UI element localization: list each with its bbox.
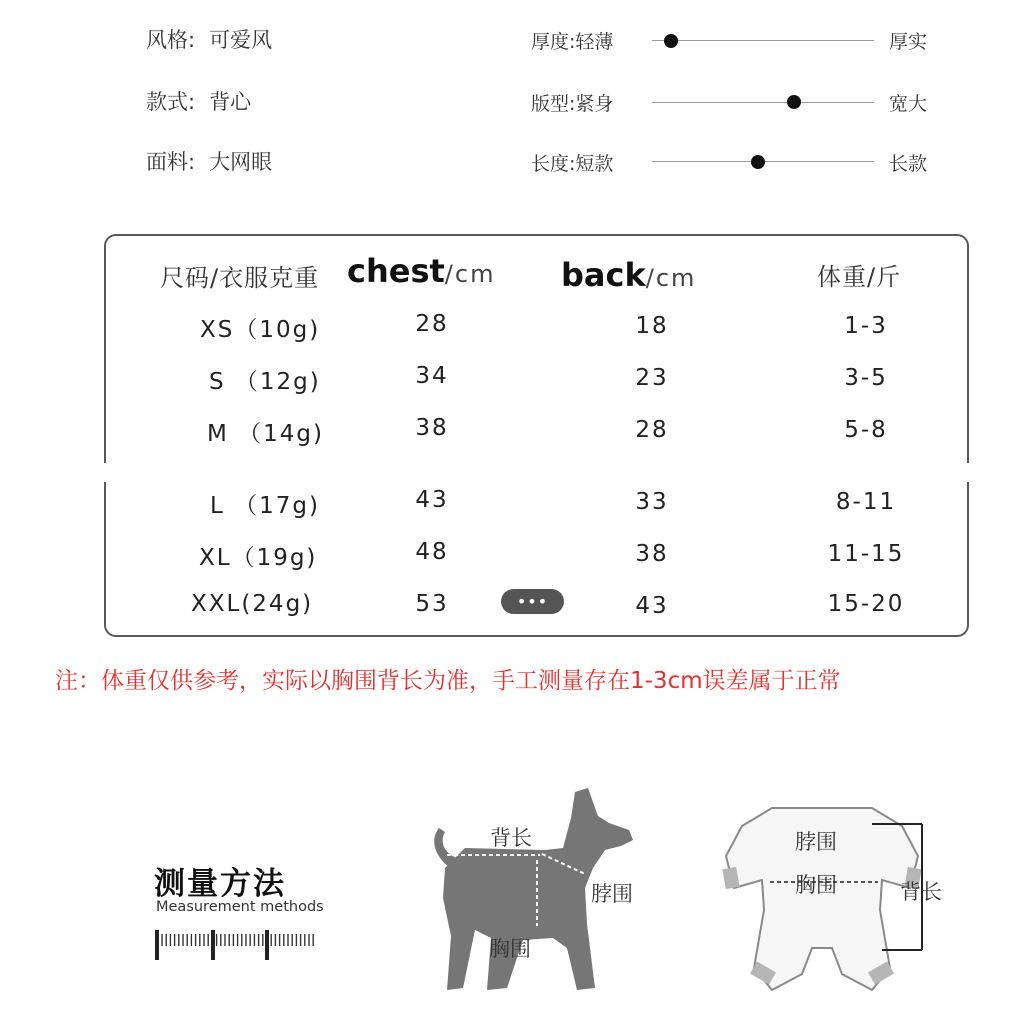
garment-back-length-label: 背长 xyxy=(900,880,942,904)
dog-neck-label: 脖围 xyxy=(591,882,633,906)
table-row-back: 38 xyxy=(635,541,669,567)
header-weight: 体重/斤 xyxy=(817,263,902,291)
measure-title: 测量方法 xyxy=(154,866,286,902)
table-row-weight: 8-11 xyxy=(835,489,897,515)
table-row-weight: 3-5 xyxy=(844,365,888,391)
garment-chest-label: 胸围 xyxy=(795,873,837,897)
dog-chest-label: 胸围 xyxy=(489,937,531,961)
fit-label: 版型:紧身 xyxy=(531,93,614,115)
thickness-label: 厚度:轻薄 xyxy=(531,31,614,53)
more-options-button[interactable]: ••• xyxy=(501,589,564,614)
attr-style-label: 风格: xyxy=(146,28,196,52)
garment-neck-label: 脖围 xyxy=(795,830,837,854)
table-row-size: XL（19g) xyxy=(199,545,318,571)
table-row-chest: 28 xyxy=(415,311,449,337)
table-row-weight: 1-3 xyxy=(844,313,888,339)
table-row-size: S （12g) xyxy=(209,369,321,395)
ruler-icon xyxy=(154,926,319,962)
table-row-size: M （14g) xyxy=(207,421,324,447)
table-row-chest: 53 xyxy=(415,591,449,617)
fit-right: 宽大 xyxy=(889,93,928,115)
length-knob xyxy=(751,155,765,169)
table-row-back: 23 xyxy=(635,365,669,391)
attr-cut-value: 背心 xyxy=(209,90,252,114)
size-note: 注：体重仅供参考，实际以胸围背长为准，手工测量存在1-3cm误差属于正常 xyxy=(55,668,841,694)
attr-fabric-value: 大网眼 xyxy=(209,150,273,174)
attr-fabric xyxy=(146,146,272,176)
table-row-chest: 34 xyxy=(415,363,449,389)
measure-subtitle: Measurement methods xyxy=(156,899,324,915)
table-row-size: L （17g) xyxy=(210,493,320,519)
fit-knob xyxy=(787,95,801,109)
attr-fabric-label: 面料: xyxy=(146,150,196,174)
thickness-knob xyxy=(664,34,678,48)
thickness-track xyxy=(652,40,874,41)
fit-track xyxy=(652,102,874,103)
header-size: 尺码/衣服克重 xyxy=(160,264,320,292)
table-row-size: XXL(24g) xyxy=(191,591,314,617)
table-row-weight: 5-8 xyxy=(844,417,888,443)
table-row-weight: 15-20 xyxy=(827,591,905,617)
table-row-back: 43 xyxy=(635,593,669,619)
attr-style xyxy=(146,24,272,54)
table-row-chest: 38 xyxy=(415,415,449,441)
table-row-back: 18 xyxy=(635,313,669,339)
table-row-chest: 48 xyxy=(415,539,449,565)
dog-back-length-label: 背长 xyxy=(490,826,532,850)
table-row-chest: 43 xyxy=(415,487,449,513)
table-row-back: 28 xyxy=(635,417,669,443)
table-row-back: 33 xyxy=(635,489,669,515)
table-gap xyxy=(98,463,978,482)
attr-cut-label: 款式: xyxy=(146,90,196,114)
table-row-weight: 11-15 xyxy=(827,541,905,567)
attr-style-value: 可爱风 xyxy=(209,28,273,52)
header-back: back/cm xyxy=(561,256,697,294)
length-label: 长度:短款 xyxy=(531,153,614,175)
header-chest: chest/cm xyxy=(347,252,496,290)
attr-cut xyxy=(146,86,251,116)
length-right: 长款 xyxy=(889,153,928,175)
table-row-size: XS（10g) xyxy=(200,317,321,343)
thickness-right: 厚实 xyxy=(889,31,928,53)
